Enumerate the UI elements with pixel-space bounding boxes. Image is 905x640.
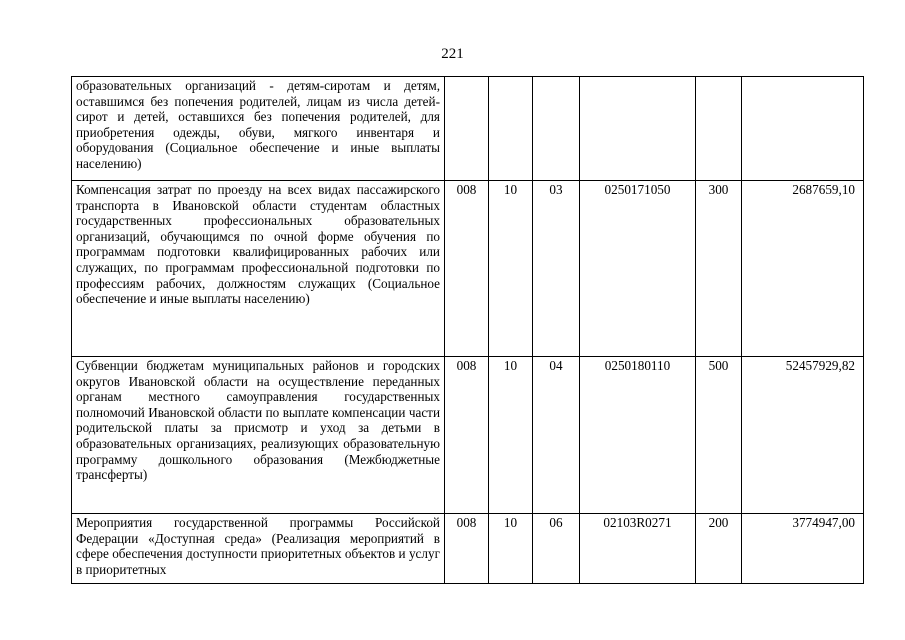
expense-type-code: 200 [696, 514, 742, 584]
subsection-code: 06 [533, 514, 580, 584]
row-description: образовательных организаций - детям-сиротам и детям, оставшимся без попечения родителей, лицам из числа детей-сирот и детей, оставшихся без попечения родителей, для приобретения одежды, обуви, мягкого инвентаря и оборудования (Социальное обеспечение и иные выплаты населению) [72, 77, 445, 181]
amount [742, 77, 864, 181]
table-row [72, 181, 864, 357]
ministry-code: 008 [445, 181, 489, 357]
section-code: 10 [489, 514, 533, 584]
ministry-code: 008 [445, 514, 489, 584]
amount: 52457929,82 [742, 357, 864, 514]
subsection-code: 03 [533, 181, 580, 357]
target-code: 0250171050 [580, 181, 696, 357]
row-description: Мероприятия государственной программы Российской Федерации «Доступная среда» (Реализация мероприятий в сфере обеспечения доступности приоритетных объектов и услуг в приоритетных [72, 514, 445, 584]
row-description: Субвенции бюджетам муниципальных районов и городских округов Ивановской области на осуществление переданных органам местного самоуправления государственных полномочий Ивановской области по выплате компенсации части родительской платы за присмотр и уход за детьми в образовательных организациях, реализующих образовательную программу дошкольного образования (Межбюджетные трансферты) [72, 357, 445, 514]
amount: 3774947,00 [742, 514, 864, 584]
subsection-code [533, 77, 580, 181]
amount: 2687659,10 [742, 181, 864, 357]
section-code: 10 [489, 181, 533, 357]
table-row [72, 357, 864, 514]
target-code: 02103R0271 [580, 514, 696, 584]
expense-type-code [696, 77, 742, 181]
section-code: 10 [489, 357, 533, 514]
target-code: 0250180110 [580, 357, 696, 514]
table-row [72, 77, 864, 181]
table-row [72, 514, 864, 584]
ministry-code [445, 77, 489, 181]
page-number: 221 [441, 46, 464, 62]
expense-type-code: 300 [696, 181, 742, 357]
section-code [489, 77, 533, 181]
budget-table [71, 76, 864, 584]
subsection-code: 04 [533, 357, 580, 514]
expense-type-code: 500 [696, 357, 742, 514]
ministry-code: 008 [445, 357, 489, 514]
target-code [580, 77, 696, 181]
row-description: Компенсация затрат по проезду на всех видах пассажирского транспорта в Ивановской области студентам областных государственных профессиональных образовательных организаций, обучающимся по очной форме обучения по программам подготовки квалифицированных рабочих или служащих, по программам профессиональной подготовки по профессиям рабочих, должностям служащих (Социальное обеспечение и иные выплаты населению) [72, 181, 445, 357]
